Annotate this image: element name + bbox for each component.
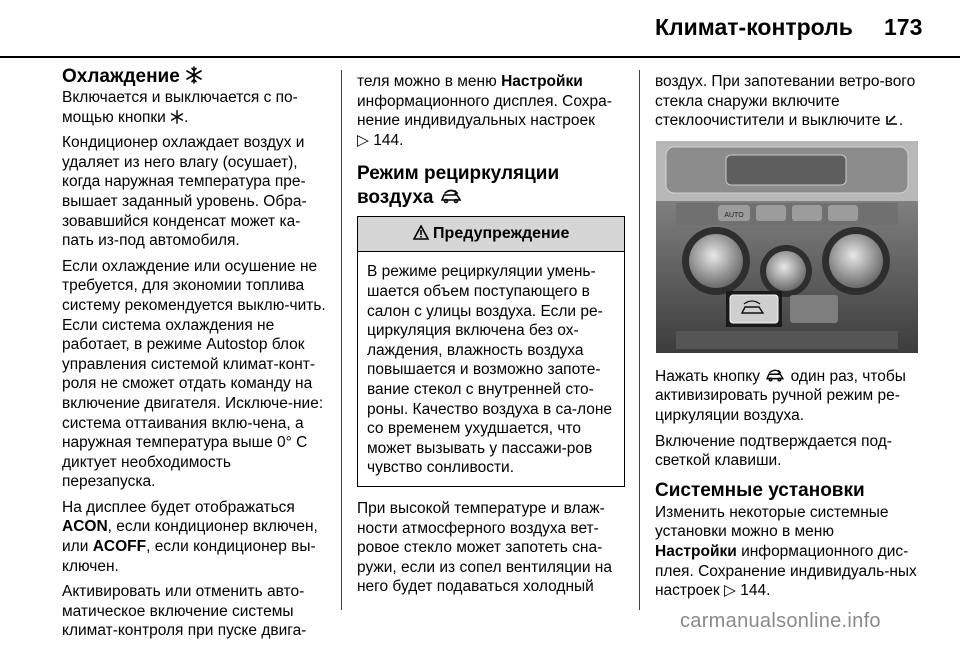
warning-triangle-icon bbox=[413, 225, 429, 240]
wiper-icon bbox=[885, 113, 899, 127]
header-rule bbox=[0, 56, 960, 58]
climate-panel-illustration bbox=[656, 141, 918, 353]
column-divider-2 bbox=[639, 70, 640, 610]
page-ref-arrow-icon: ▷ bbox=[357, 131, 369, 149]
column-divider-1 bbox=[341, 70, 342, 610]
recirculation-car-icon bbox=[764, 369, 786, 383]
climate-control-panel-image bbox=[656, 141, 918, 353]
paragraph: На дисплее будет отображаться ACON, если кондиционер включен, или ACOFF, если кондиционер вы-ключен. bbox=[62, 498, 318, 575]
recirculation-car-icon bbox=[439, 189, 463, 205]
watermark: carmanualsonline.info bbox=[680, 610, 881, 632]
warning-header: Предупреждение bbox=[358, 217, 624, 252]
paragraph: Если охлаждение или осушение не требуется, для экономии топлива систему рекомендуется выклю-чить. Если система охлаждения не работает, в режиме Autostop блок управления системой климат-конт-роля не сможет отдать команду на включение двигателя. Исключе-ние: система оттаивания вклю-чена, а наружная температура выше 0° С диктует необходимость перезапуска. bbox=[62, 257, 326, 491]
column-3 bbox=[655, 72, 927, 601]
page-ref-arrow-icon: ▷ bbox=[723, 582, 736, 600]
page-reference: 144. bbox=[373, 131, 404, 149]
section-heading-cooling: Охлаждение bbox=[62, 66, 326, 88]
paragraph: Нажать кнопку один раз, чтобы активизировать ручной режим ре-циркуляции воздуха. bbox=[655, 367, 906, 424]
column-1 bbox=[62, 66, 326, 647]
paragraph: При высокой температуре и влаж-ности атмосферного воздуха вет-ровое стекло может запотеть сна-ружи, если из сопел вентиляции на него будет подаваться холодный bbox=[357, 499, 612, 596]
section-heading-recirculation: Режим рециркуляции воздуха bbox=[357, 163, 560, 209]
paragraph: Включается и выключается с по-мощью кнопки . bbox=[62, 89, 298, 126]
page-reference: 144. bbox=[740, 582, 771, 600]
page-number: 173 bbox=[884, 14, 923, 40]
warning-box bbox=[357, 216, 625, 487]
warning-text: В режиме рециркуляции умень-шается объем поступающего в салон с улицы воздуха. Если ре-циркуляция включена без ох-лаждения, влажность воздуха повышается и возможно запоте-вание стекол с внутренней сто-роны. Качество воздуха в са-лоне со временем ухудшается, что может вызывать у пассажи-ров чувство сонливости. bbox=[367, 263, 613, 477]
menu-name-settings: Настройки bbox=[501, 73, 583, 90]
paragraph: Включение подтверждается под-светкой клавиши. bbox=[655, 432, 892, 470]
display-text-acoff: ACOFF bbox=[92, 538, 147, 556]
paragraph: Активировать или отменить авто-матическое включение системы климат-контроля при пуске двига- bbox=[62, 583, 307, 640]
paragraph: воздух. При запотевании ветро-вого стекла снаружи включите стеклоочистители и выключите . bbox=[655, 73, 916, 130]
page-title: Климат-контроль bbox=[655, 14, 853, 40]
column-2 bbox=[357, 72, 625, 603]
menu-name-settings: Настройки bbox=[655, 542, 737, 560]
snowflake-icon bbox=[185, 66, 203, 84]
display-text-acon: ACON bbox=[62, 518, 108, 536]
paragraph: Изменить некоторые системные установки можно в меню Настройки информационного дис-плея. Сохранение индивидуаль-ных настроек ▷ 144. bbox=[655, 503, 917, 600]
section-heading-system-settings: Системные установки bbox=[655, 479, 865, 501]
snowflake-icon bbox=[170, 110, 184, 124]
auto-button-label: AUTO bbox=[724, 211, 744, 219]
paragraph: Кондиционер охлаждает воздух и удаляет из него влагу (осушает), когда наружная температура пре-вышает заданный уровень. Обра-зовавшийся конденсат может ка-пать из-под автомобиля. bbox=[62, 134, 307, 250]
paragraph: теля можно в меню Настройки информационного дисплея. Сохра-нение индивидуальных настроек ▷ 144. bbox=[357, 73, 612, 149]
